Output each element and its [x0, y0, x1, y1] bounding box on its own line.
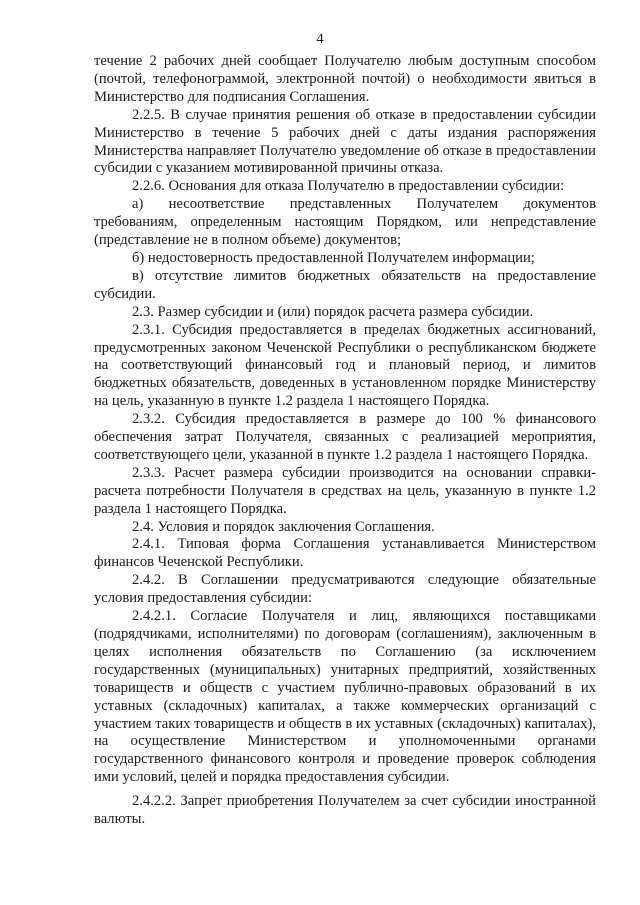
paragraph-2-2-5: 2.2.5. В случае принятия решения об отказе в предоставлении субсидии Министерство в течение 5 рабочих дней с даты издания распоряжения Министерства направляет Получателю уведомление об отказе в предоставлении субсидии с указанием мотивированной причины отказа. [94, 106, 596, 177]
paragraph-2-2-6: 2.2.6. Основания для отказа Получателю в предоставлении субсидии: [132, 178, 565, 195]
paragraph-2-4-2: 2.4.2. В Соглашении предусматриваются следующие обязательные условия предоставления субсидии: [94, 572, 596, 607]
paragraph-2-4-2-2: 2.4.2.2. Запрет приобретения Получателем за счет субсидии иностранной валюты. [94, 793, 596, 828]
paragraph-2-3-3: 2.3.3. Расчет размера субсидии производится на основании справки-расчета потребности Получателя в средствах на цель, указанную в пункте 1.2 раздела 1 настоящего Порядка. [94, 464, 596, 517]
paragraph-2-3-1: 2.3.1. Субсидия предоставляется в пределах бюджетных ассигнований, предусмотренных законом Чеченской Республики о республиканском бюджете на соответствующий финансовый год и плановый период, и лимитов бюджетных обязательств, доведенных в установленном порядке Министерству на цель, указанную в пункте 1.2 раздела 1 настоящего Порядка. [94, 321, 596, 410]
page-number: 4 [316, 31, 324, 47]
paragraph-2-3-2: 2.3.2. Субсидия предоставляется в размере до 100 % финансового обеспечения затрат Получателя, связанных с реализацией мероприятия, соответствующего цели, указанной в пункте 1.2 раздела 1 настоящего Порядка. [94, 411, 596, 463]
list-item-a: а) несоответствие представленных Получателем документов требованиям, определенным настоящим Порядком, или непредставление (представление не в полном объеме) документов; [94, 196, 596, 249]
paragraph-2-4-2-1: 2.4.2.1. Согласие Получателя и лиц, являющихся поставщиками (подрядчиками, исполнителями) по договорам (соглашениям), заключенным в целях исполнения обязательств по Соглашению (за исключением государственных (муниципальных) унитарных предприятий, хозяйственных товариществ и обществ с участием публично-правовых образований в их уставных (складочных) капиталах, а также коммерческих организаций с участием таких товариществ и обществ в их уставных (складочных) капиталах), на осуществление Министерством и уполномоченными органами государственного финансового контроля и проведение проверок соблюдения ими условий, целей и порядка предоставления субсидии. [94, 608, 596, 786]
paragraph-1: течение 2 рабочих дней сообщает Получателю любым доступным способом (почтой, телефонограммой, электронной почтой) о необходимости явиться в Министерство для подписания Соглашения. [94, 53, 596, 105]
paragraph-2-4-1: 2.4.1. Типовая форма Соглашения устанавливается Министерством финансов Чеченской Республики. [94, 536, 596, 571]
list-item-b: б) недостоверность предоставленной Получателем информации; [132, 249, 535, 266]
paragraph-2-4: 2.4. Условия и порядок заключения Соглашения. [132, 518, 435, 535]
document-body [94, 53, 596, 829]
paragraph-2-3: 2.3. Размер субсидии и (или) порядок расчета размера субсидии. [132, 303, 534, 320]
list-item-v: в) отсутствие лимитов бюджетных обязательств на предоставление субсидии. [94, 267, 596, 302]
